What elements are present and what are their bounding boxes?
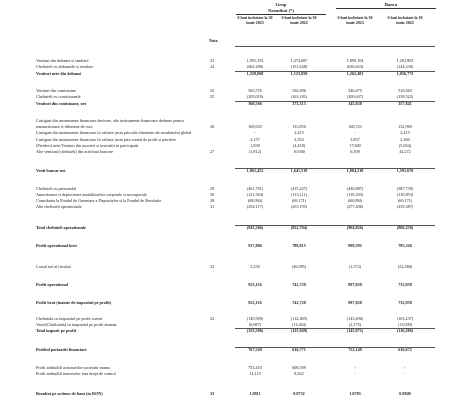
row-label: Castiguri din instrumente financiare derivate, alte instrumente financiare detinute pentru [36,118,184,123]
row-value-col3: (143,496) [346,316,364,321]
row-value-col4: 1,591,676 [396,168,414,173]
row-value-col3: - [354,365,356,370]
row-value-col3: 899,392 [348,243,362,248]
row-value-col1: - [254,130,256,135]
statement-row [0,371,450,377]
row-value-col4: (103,237) [396,316,414,321]
row-note: 25 [210,94,215,99]
row-value-col2: (255,195) [290,204,308,209]
row-note: 25 [210,88,215,93]
row-value-col2: 2,352 [294,137,304,142]
statement-row [0,243,450,249]
row-value-col4: 616,672 [398,347,412,352]
row-label: Castiguri din instrumente financiare la valoare justa prin alte elemente ale rezultatului global [36,130,192,135]
statement-row [0,101,450,107]
note-column-header: Nota [209,38,218,43]
row-value-col2: (4,418) [292,143,306,148]
row-label: Profit atribuibil actionarilor societatii mama [36,365,110,370]
row-label: Cheltuieli cu dobanzile si similare [36,64,94,69]
row-value-col3: (2,175) [348,322,362,327]
subtotal-rule [235,101,435,102]
row-value-col3: (1,572) [348,264,362,269]
row-note: 26 [210,124,215,129]
row-label: Profit atribuibil intereselor fara drept de control [36,371,116,376]
row-label: Costul net al riscului [36,264,71,269]
row-note: 27 [210,149,215,154]
row-value-col2: 608,509 [292,365,306,370]
row-label: Venituri din comisioane, net [36,101,87,106]
row-value-col1: (461,791) [246,186,264,191]
row-label: Amortizarea si deprecierea imobilizarilor corporale si necorporale [36,192,147,197]
row-value-col1: 1.0811 [249,391,261,396]
row-value-col4: (387,739) [396,186,414,191]
row-value-col2: (125,949) [290,328,308,333]
row-label: Profit operational brut [36,243,77,248]
row-value-col4: 2,360 [400,137,410,142]
row-value-col3: 752,149 [348,347,362,352]
statement-row [0,204,450,210]
statement-row [0,94,450,100]
row-value-col3: 17,840 [349,143,361,148]
row-value-col2: 742,720 [292,300,306,305]
row-value-col2: 536,496 [292,88,306,93]
row-note: 22 [210,316,215,321]
row-value-col3: - [354,130,356,135]
row-value-col3: (68,094) [347,198,363,203]
row-value-col3: 897,820 [348,282,362,287]
row-value-col3: 168,723 [348,124,362,129]
subtotal-rule [235,328,435,329]
row-value-col1: (155,596) [246,328,264,333]
row-value-col1: 360,566 [248,101,262,106]
row-label: Alte cheltuieli operationale [36,204,82,209]
row-value-col4: (110,853) [396,192,414,197]
row-label: Cheltuieli cu comisioanele [36,94,81,99]
header-rule [235,46,435,47]
row-value-col1: 923,116 [248,300,262,305]
row-value-col1: 917,886 [248,243,262,248]
row-value-col3: (145,671) [346,328,364,333]
statement-row [0,391,450,397]
row-note: 31 [210,204,215,209]
row-value-col1: (68,094) [247,198,263,203]
row-value-col2: (415,227) [290,186,308,191]
row-value-col1: (662,286) [246,64,264,69]
row-label: Alte venituri/(cheltuieli) din activitati bancare [36,149,113,154]
subtotal-rule [235,225,435,226]
row-value-col2: 2,415 [294,130,304,135]
row-note: 28 [210,198,215,203]
statement-row [0,130,450,136]
statement-row [0,71,450,77]
row-value-col2: (113,111) [291,192,307,197]
row-value-col4: (52,368) [397,264,413,269]
row-value-col4: 732,958 [398,282,412,287]
row-label: Venituri din dobanzi si similare [36,58,89,63]
row-value-col4: (158,522) [396,94,414,99]
row-value-col2: 616,771 [292,347,306,352]
row-value-col3: 6,309 [350,149,360,154]
statement-row [0,282,450,288]
row-label: Total cheltuieli operationale [36,225,86,230]
row-label: Venituri din comisioane [36,88,77,93]
statement-row [0,264,450,270]
row-value-col4: (144,230) [396,64,414,69]
statement-row [0,149,450,155]
row-value-col2: 10,940 [293,149,305,154]
row-label: Contributia la Fondul de Garantare a Depozitelor si la Fondul de Rezolutie [36,198,162,203]
row-value-col1: (6,087) [248,322,262,327]
col-header-group-2023: 6 luni încheiate la 30 iunie 2023 [237,15,273,25]
statement-row [0,328,450,334]
statement-row [0,64,450,70]
restated-header: Neauditat (*) [268,8,294,13]
row-value-col4: 785,326 [398,243,412,248]
row-value-col4: (239,387) [396,204,414,209]
row-value-col4: - [404,371,406,376]
row-value-col3: 1,262,481 [346,71,364,76]
row-label: (Pierderi) nete/Venituri din asocieri si investitii in participatii [36,143,139,148]
row-value-col2: 1,123,059 [290,71,308,76]
row-value-col1: 169,635 [248,124,262,129]
row-value-col4: 357,841 [398,101,412,106]
row-value-col2: 133,856 [292,124,306,129]
row-value-col2: 788,815 [292,243,306,248]
row-value-col3: - [354,371,356,376]
row-value-col4: 732,958 [398,300,412,305]
subtotal-rule [235,71,435,72]
row-value-col1: 565,576 [248,88,262,93]
row-value-col4: 44,272 [399,149,411,154]
subtotal-rule [235,347,435,348]
statement-row [0,225,450,231]
row-value-col4: 132,969 [398,124,412,129]
row-value-col1: 1,861,452 [246,168,264,173]
row-value-col3: 897,820 [348,300,362,305]
row-value-col2: (112,485) [290,316,308,321]
row-value-col4: (5,654) [398,143,412,148]
row-label: Venit/(Cheltuiala) cu impozitul pe profit amanat [36,322,117,327]
row-value-col3: 1,899,104 [346,58,364,63]
row-value-col2: (69,171) [291,198,307,203]
row-value-col4: 516,363 [398,88,412,93]
row-value-col3: (200,647) [346,94,364,99]
row-value-col1: 4,157 [250,137,260,142]
row-value-col4: - [404,365,406,370]
row-value-col3: 345,828 [348,101,362,106]
row-value-col2: (852,704) [290,225,308,230]
row-value-col1: 767,520 [248,347,262,352]
row-label: Venit bancar net [36,168,66,173]
row-value-col4: (116,286) [396,328,414,333]
row-value-col1: 923,116 [248,282,262,287]
row-label: Cheltuiala cu impozitul pe profit curent [36,316,103,321]
row-value-col3: (440,887) [346,186,364,191]
row-value-col3: 1,804,218 [346,168,364,173]
row-value-col1: 753,410 [248,365,262,370]
row-value-col4: 1,201,803 [396,58,414,63]
row-value-col4: (13,049) [397,322,413,327]
row-value-col1: 14,110 [249,371,261,376]
row-label: Profitul perioadei financiare [36,347,87,352]
group-header: Grup [275,2,287,7]
row-value-col3: (119,239) [346,192,364,197]
subtotal-rule [235,168,435,169]
row-value-col2: 373,315 [292,101,306,106]
row-note: 23 [210,58,215,63]
row-value-col1: 1,838 [250,143,260,148]
col-header-bank-2023: 6 luni încheiate la 30 iunie 2023 [337,15,373,25]
statement-row [0,168,450,174]
row-value-col2: (151,628) [290,64,308,69]
row-value-col1: 1,991,354 [246,58,264,63]
row-label: Venituri nete din dobanzi [36,71,82,76]
row-value-col1: (292,117) [246,204,264,209]
row-value-col1: (205,010) [246,94,264,99]
row-value-col2: 742,720 [292,282,306,287]
row-value-col2: 1,641,519 [290,168,308,173]
row-note: 30 [210,192,215,197]
row-value-col4: 2,415 [400,130,410,135]
row-value-col1: (149,509) [246,316,264,321]
row-value-col4: (806,350) [396,225,414,230]
row-value-col1: (943,566) [246,225,264,230]
row-value-col3: (277,406) [346,204,364,209]
row-note: 33 [210,391,215,396]
row-value-col2: (163,181) [290,94,308,99]
row-label: tranzactionare si diferente de curs [36,124,93,129]
row-value-col4: 0.8849 [399,391,411,396]
row-value-col4: 1,056,773 [396,71,414,76]
row-value-col2: 8,262 [294,371,304,376]
row-note: 29 [210,186,215,191]
row-value-col3: 3,837 [350,137,360,142]
row-value-col2: (46,095) [291,264,307,269]
row-label: Total impozit pe profit [36,328,77,333]
row-label: Profit operational [36,282,68,287]
bank-header: Banca [384,2,398,7]
row-value-col3: (904,826) [346,225,364,230]
row-value-col2: 1,274,687 [290,58,308,63]
col-header-group-2022: 6 luni încheiate la 30 iunie 2022 [281,15,317,25]
statement-row [0,300,450,306]
row-value-col3: 546,475 [348,88,362,93]
row-note: 32 [210,264,215,269]
row-value-col1: (121,564) [246,192,264,197]
col-header-bank-2022: 6 luni încheiate la 30 iunie 2022 [387,15,423,25]
bank-header-underline [336,8,436,9]
row-value-col1: 5,230 [250,264,260,269]
row-label: Profit brut (inainte de impozitul pe profit) [36,300,112,305]
row-value-col4: (69,171) [397,198,413,203]
row-note: 24 [210,64,215,69]
row-value-col3: 1.0793 [349,391,361,396]
row-value-col1: (1,812) [248,149,262,154]
row-label: Cheltuieli cu personalul [36,186,77,191]
row-value-col1: 1,329,068 [246,71,264,76]
row-value-col2: 0.8732 [293,391,305,396]
statement-row [0,347,450,353]
row-label: Castiguri din instrumente financiare la valoare justa prin contul de profit si pierdere [36,137,177,142]
row-value-col3: (636,623) [346,64,364,69]
row-label: Rezultat pe actiune de baza (in RON) [36,391,103,396]
row-value-col2: (13,464) [291,322,307,327]
